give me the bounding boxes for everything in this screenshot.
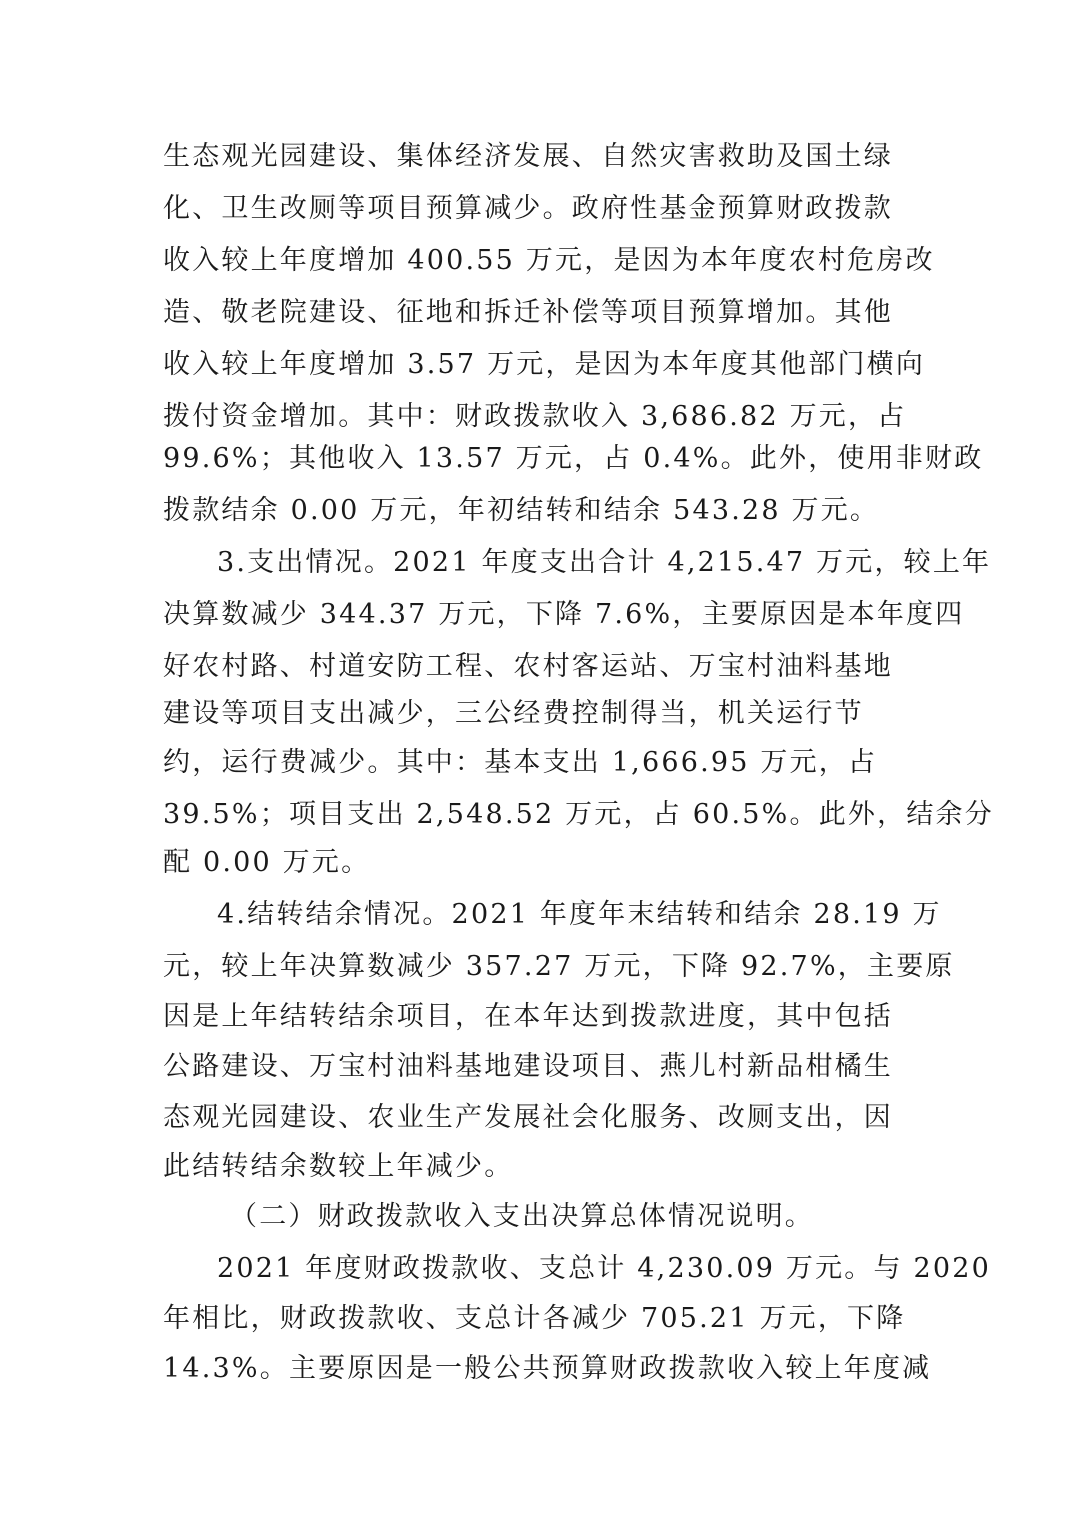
body-text-line: 收入较上年度增加 3.57 万元，是因为本年度其他部门横向 [163, 349, 926, 380]
body-text-line: 决算数减少 344.37 万元，下降 7.6%，主要原因是本年度四 [163, 599, 965, 630]
body-text-line: 此结转结余数较上年减少。 [163, 1151, 514, 1182]
body-text-line: 建设等项目支出减少，三公经费控制得当，机关运行节 [163, 698, 864, 729]
section-paragraph-start: 4.结转结余情况。2021 年度年末结转和结余 28.19 万 [217, 899, 942, 930]
body-text-line: 好农村路、村道安防工程、农村客运站、万宝村油料基地 [163, 651, 893, 682]
body-text-line: 年相比，财政拨款收、支总计各减少 705.21 万元，下降 [163, 1303, 906, 1334]
body-text-line: 化、卫生改厕等项目预算减少。政府性基金预算财政拨款 [163, 193, 893, 224]
section-paragraph-start: 2021 年度财政拨款收、支总计 4,230.09 万元。与 2020 [217, 1253, 991, 1284]
body-text-line: 生态观光园建设、集体经济发展、自然灾害救助及国土绿 [163, 141, 893, 172]
body-text-line: 造、敬老院建设、征地和拆迁补偿等项目预算增加。其他 [163, 297, 893, 328]
body-text-line: 14.3%。主要原因是一般公共预算财政拨款收入较上年度减 [163, 1353, 932, 1384]
body-text-line: 99.6%；其他收入 13.57 万元，占 0.4%。此外，使用非财政 [163, 443, 984, 474]
body-text-line: 约，运行费减少。其中：基本支出 1,666.95 万元，占 [163, 747, 878, 778]
body-text-line: 公路建设、万宝村油料基地建设项目、燕儿村新品柑橘生 [163, 1051, 893, 1082]
section-heading: （二）财政拨款收入支出决算总体情况说明。 [230, 1201, 814, 1232]
body-text-line: 因是上年结转结余项目，在本年达到拨款进度，其中包括 [163, 1001, 893, 1032]
section-paragraph-start: 3.支出情况。2021 年度支出合计 4,215.47 万元，较上年 [217, 547, 992, 578]
body-text-line: 拨款结余 0.00 万元，年初结转和结余 543.28 万元。 [163, 495, 880, 526]
body-text-line: 元，较上年决算数减少 357.27 万元，下降 92.7%，主要原 [163, 951, 955, 982]
body-text-line: 拨付资金增加。其中：财政拨款收入 3,686.82 万元，占 [163, 401, 907, 432]
body-text-line: 39.5%；项目支出 2,548.52 万元，占 60.5%。此外，结余分 [163, 799, 994, 830]
body-text-line: 收入较上年度增加 400.55 万元，是因为本年度农村危房改 [163, 245, 935, 276]
body-text-line: 配 0.00 万元。 [163, 847, 371, 878]
body-text-line: 态观光园建设、农业生产发展社会化服务、改厕支出，因 [163, 1102, 893, 1133]
